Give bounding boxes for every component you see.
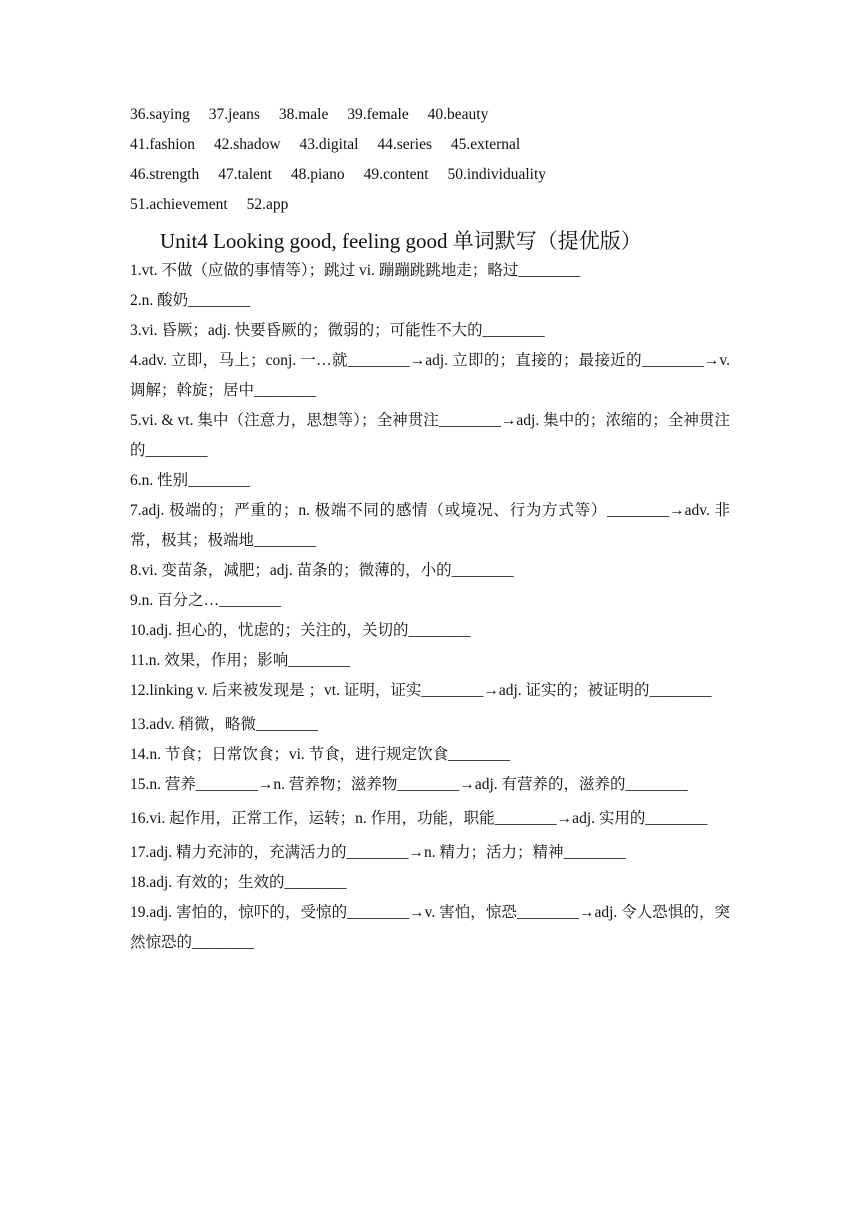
vocab-item: 13.adv. 稍微，略微________ [130, 716, 318, 733]
answer-item: 44.series [377, 136, 433, 153]
answer-item: 48.piano [290, 166, 345, 183]
answer-key [130, 103, 730, 223]
vocab-item: 11.n. 效果，作用；影响________ [130, 652, 351, 669]
vocab-item: 15.n. 营养________→n. 营养物；滋养物________→adj. 有营养的，滋养的________ [130, 776, 688, 793]
answer-item: 52.app [246, 196, 289, 213]
answer-item: 49.content [363, 166, 429, 183]
worksheet-title: Unit4 Looking good, feeling good 单词默写（提优版） [160, 229, 642, 253]
vocab-item: 17.adj. 精力充沛的，充满活力的________→n. 精力；活力；精神________ [130, 844, 626, 861]
vocab-item: 19.adj. 害怕的，惊吓的，受惊的________→v. 害怕，惊恐________→adj. 令人恐惧的，突然惊恐的________ [130, 904, 730, 951]
answer-item: 42.shadow [213, 136, 281, 153]
vocab-item: 10.adj. 担心的，忧虑的；关注的，关切的________ [130, 622, 471, 639]
answer-item: 43.digital [299, 136, 359, 153]
vocabulary-list [130, 256, 730, 958]
vocab-item: 7.adj. 极端的；严重的；n. 极端不同的感情（或境况、行为方式等）________→adv. 非常，极其；极端地________ [130, 502, 730, 549]
vocab-item: 16.vi. 起作用，正常工作，运转；n. 作用，功能，职能________→adj. 实用的________ [130, 810, 708, 827]
vocab-item: 2.n. 酸奶________ [130, 292, 251, 309]
vocab-item: 4.adv. 立即，马上；conj. 一…就________→adj. 立即的；直接的；最接近的________→v. 调解；斡旋；居中________ [130, 352, 730, 399]
answer-item: 51.achievement [130, 196, 228, 213]
vocab-item: 18.adj. 有效的；生效的________ [130, 874, 347, 891]
vocab-item: 14.n. 节食；日常饮食；vi. 节食，进行规定饮食________ [130, 746, 511, 763]
answer-item: 37.jeans [208, 106, 260, 123]
answer-item: 45.external [450, 136, 521, 153]
answer-item: 39.female [347, 106, 409, 123]
vocab-item: 3.vi. 昏厥；adj. 快要昏厥的；微弱的；可能性不大的________ [130, 322, 545, 339]
answer-line [130, 103, 730, 133]
vocab-item: 1.vt. 不做（应做的事情等）；跳过 vi. 蹦蹦跳跳地走；略过________ [130, 262, 581, 279]
vocab-item: 12.linking v. 后来被发现是 ；vt. 证明，证实________→adj. 证实的；被证明的________ [130, 682, 712, 699]
answer-line [130, 133, 730, 163]
answer-item: 41.fashion [130, 136, 196, 153]
answer-item: 36.saying [130, 106, 190, 123]
answer-item: 40.beauty [427, 106, 489, 123]
answer-line [130, 163, 730, 193]
answer-item: 47.talent [218, 166, 272, 183]
vocab-item: 5.vi. & vt. 集中（注意力，思想等）；全神贯注________→adj. 集中的；浓缩的；全神贯注的________ [130, 412, 730, 459]
vocab-item: 8.vi. 变苗条，减肥；adj. 苗条的；微薄的，小的________ [130, 562, 514, 579]
vocab-item: 6.n. 性别________ [130, 472, 251, 489]
answer-line [130, 193, 730, 223]
answer-item: 38.male [278, 106, 329, 123]
vocab-item: 9.n. 百分之…________ [130, 592, 282, 609]
answer-item: 50.individuality [447, 166, 547, 183]
answer-item: 46.strength [130, 166, 200, 183]
